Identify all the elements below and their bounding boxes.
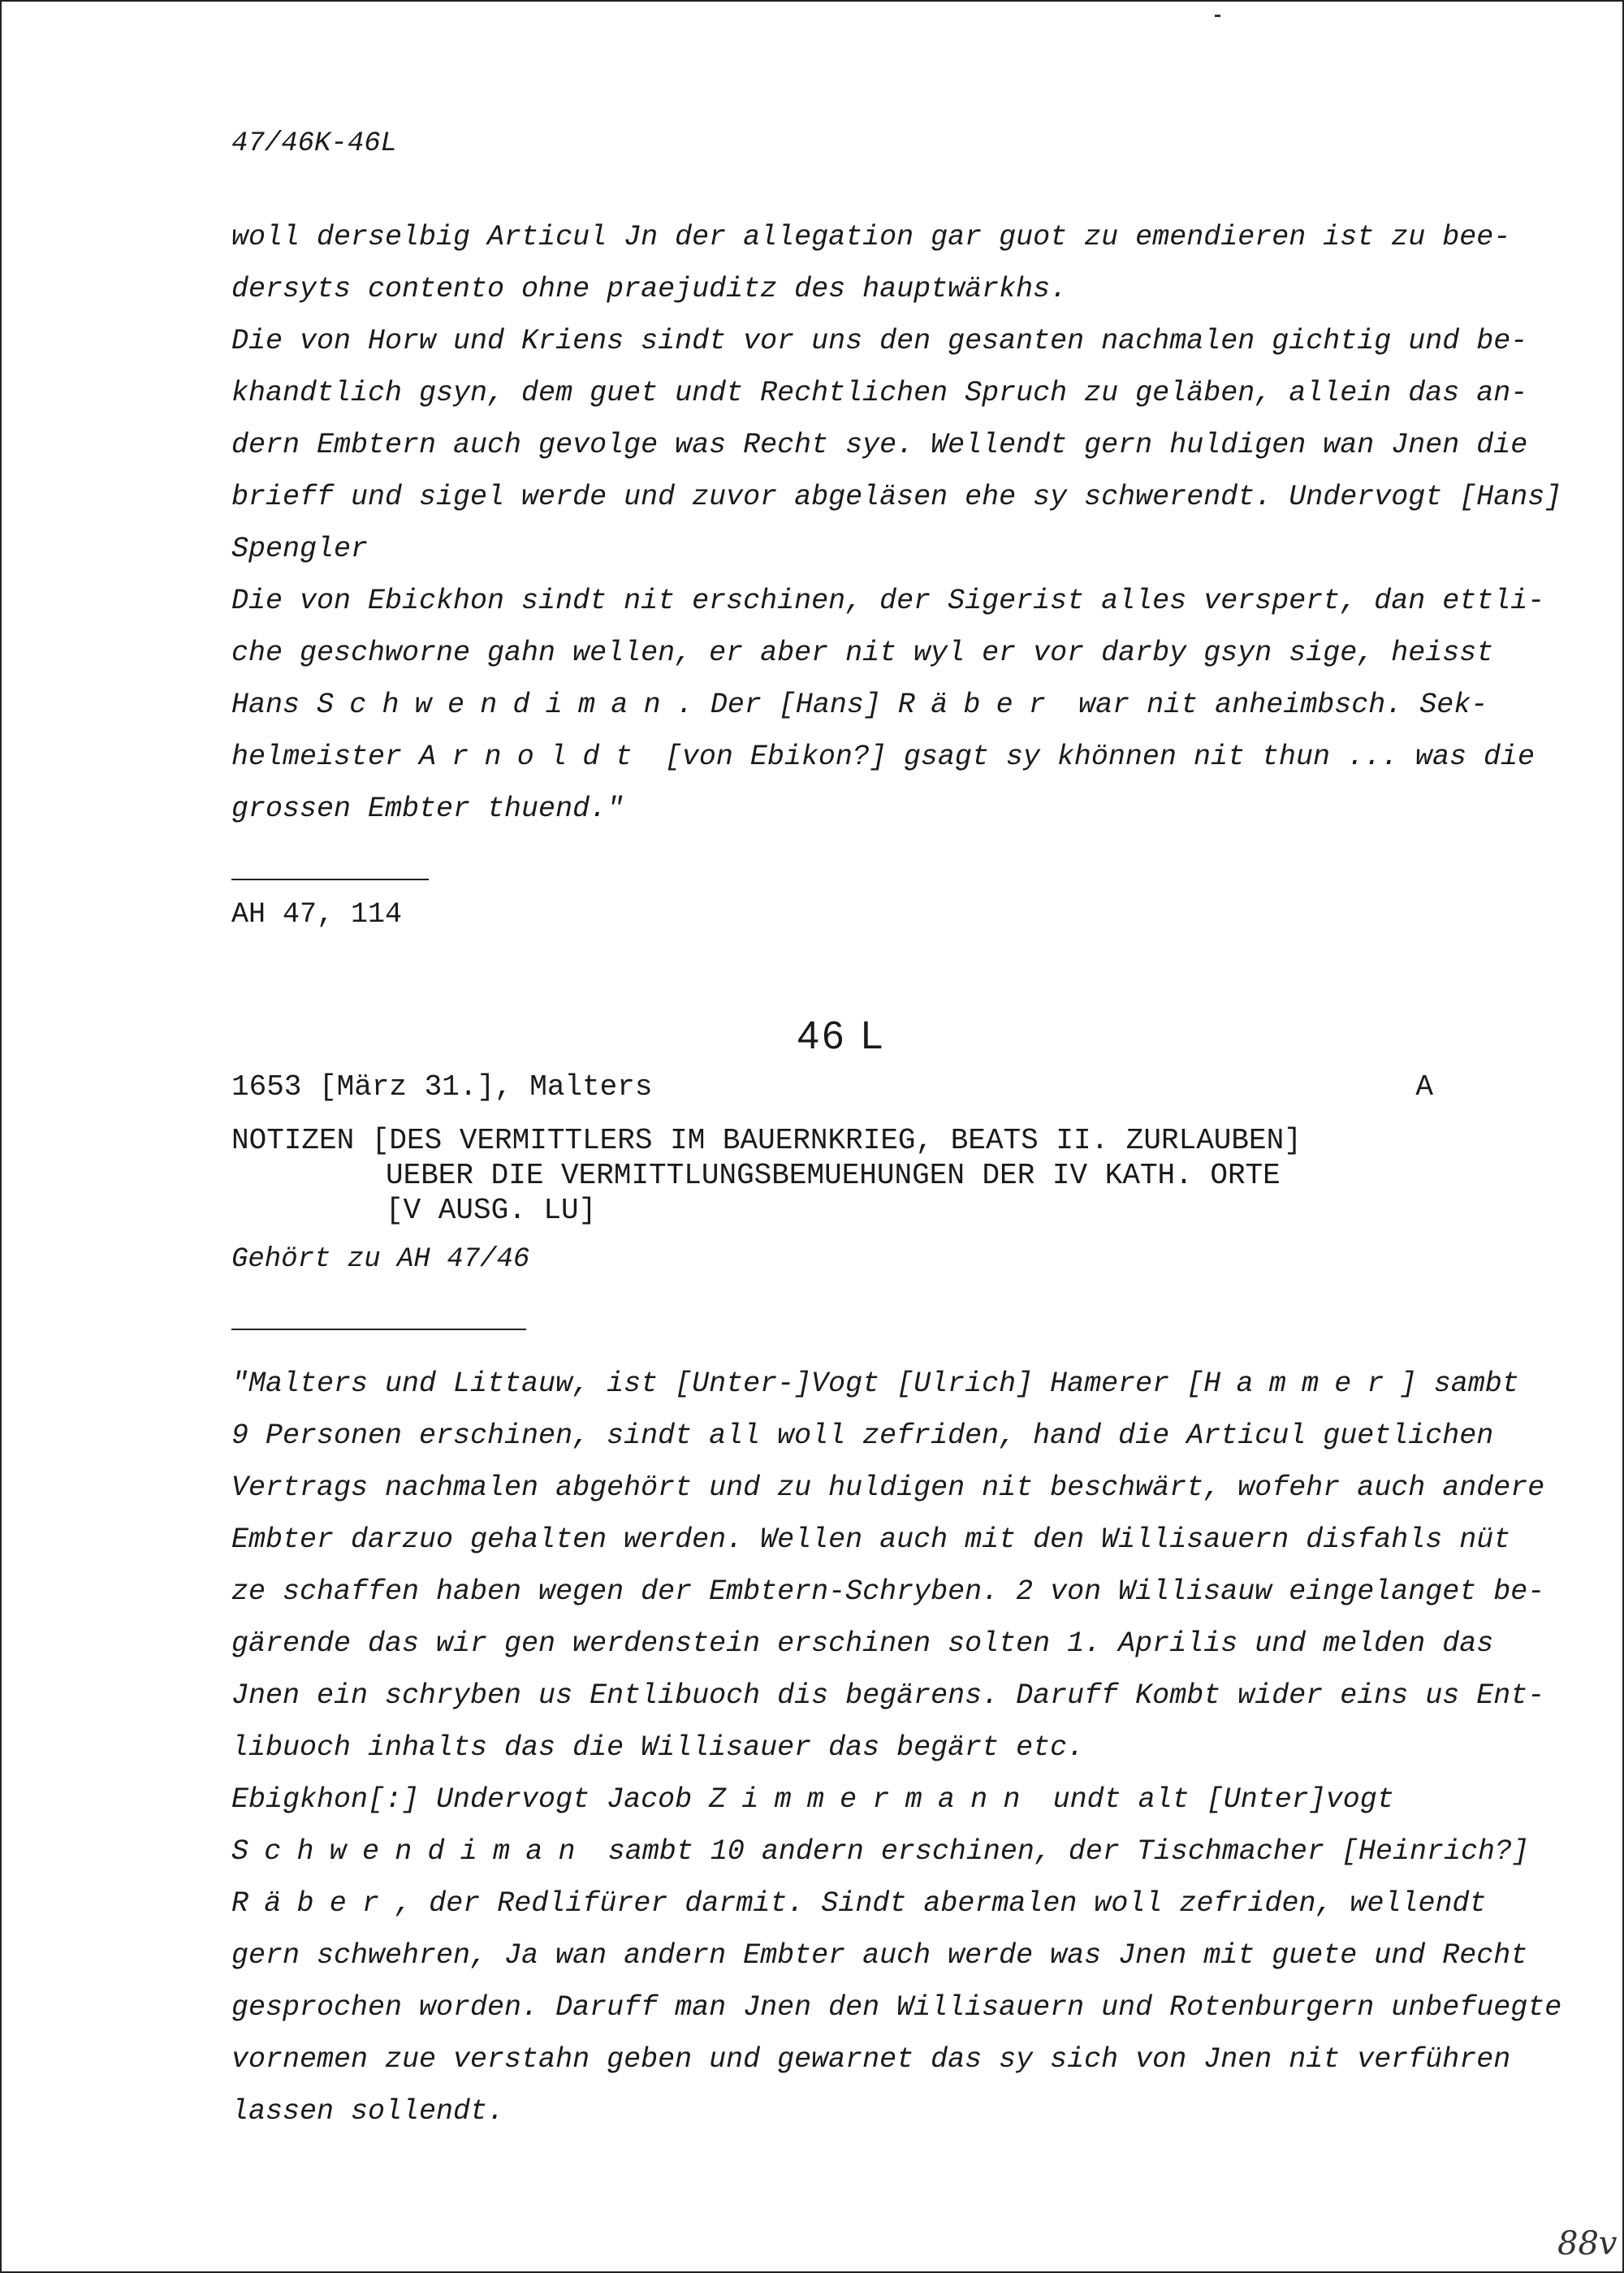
- folio-number: 88v: [1557, 2225, 1618, 2262]
- text-line: vornemen zue verstahn geben und gewarnet das sy sich von Jnen nit verführen: [231, 2043, 1511, 2076]
- text-segment: . Der [Hans]: [676, 689, 898, 721]
- text-line: libuoch inhalts das die Willisauer das begärt etc.: [231, 1731, 1085, 1764]
- document-number: 46 L: [797, 1014, 886, 1057]
- text-segment: Hans: [231, 689, 317, 721]
- text-segment: ] sambt: [1399, 1368, 1519, 1400]
- text-line: dern Embtern auch gevolge was Recht sye. Wellendt gern huldigen wan Jnen die: [231, 429, 1528, 461]
- text-line: gärende das wir gen werdenstein erschinen solten 1. Aprilis und melden das: [231, 1627, 1494, 1660]
- footnote-rule: [231, 879, 429, 880]
- text-segment: war nit anheimbsch. Sek-: [1061, 689, 1488, 721]
- text-segment: helmeister: [231, 741, 420, 773]
- previous-document-text: [231, 211, 1562, 835]
- title-line: NOTIZEN [DES VERMITTLERS IM BAUERNKRIEG, BEATS II. ZURLAUBEN]: [231, 1124, 1302, 1157]
- source-reference: AH 47, 114: [231, 898, 403, 931]
- spaced-name: Räber: [897, 689, 1062, 721]
- main-document-text: [231, 1358, 1562, 2137]
- text-line: Jnen ein schryben us Entlibuoch dis begärens. Daruff Kombt wider eins us Ent-: [231, 1679, 1545, 1712]
- spaced-name: Schwendiman: [317, 689, 676, 721]
- text-line: dersyts contento ohne praejuditz des hauptwärkhs.: [231, 273, 1068, 305]
- text-line: khandtlich gsyn, dem guet undt Rechtlichen Spruch zu geläben, allein das an-: [231, 377, 1528, 409]
- text-segment: undt alt [Unter]vogt: [1035, 1783, 1394, 1816]
- text-line: gern schwehren, Ja wan andern Embter auch werde was Jnen mit guete und Recht: [231, 1939, 1528, 1972]
- text-segment: Ebigkhon[:] Undervogt Jacob: [231, 1783, 710, 1816]
- text-line: grossen Embter thuend.": [231, 793, 624, 825]
- text-line: [231, 1774, 1522, 1826]
- text-segment: [von Ebikon?] gsagt sy khönnen nit thun ... was die: [647, 741, 1535, 773]
- text-line: [231, 1878, 1522, 1929]
- text-line: 9 Personen erschinen, sindt all woll zefriden, hand die Articul guetlichen: [231, 1420, 1494, 1452]
- text-line: brieff und sigel werde und zuvor abgeläsen ehe sy schwerendt. Undervogt [Hans]: [231, 481, 1562, 513]
- text-line: Spengler: [231, 533, 369, 565]
- text-line: [231, 1826, 1529, 1878]
- text-line: che geschworne gahn wellen, er aber nit wyl er vor darby gsyn sige, heisst: [231, 637, 1494, 669]
- text-line: [231, 1358, 1522, 1410]
- text-line: Die von Ebickhon sindt nit erschinen, der Sigerist alles verspert, dan ettli-: [231, 585, 1545, 617]
- text-segment: sambt 10 andern erschinen, der Tischmacher [Heinrich?]: [590, 1835, 1529, 1868]
- document-date-place: [231, 1070, 1433, 1104]
- text-segment: , der Redlifürer darmit. Sindt abermalen woll zefriden, wellendt: [395, 1887, 1487, 1920]
- ink-speck: [1215, 15, 1220, 17]
- title-line: [V AUSG. LU]: [386, 1194, 597, 1227]
- date-place: 1653 [März 31.], Malters: [231, 1070, 653, 1104]
- text-line: Vertrags nachmalen abgehört und zu huldigen nit beschwärt, wofehr auch andere: [231, 1471, 1545, 1504]
- text-line: gesprochen worden. Daruff man Jnen den Willisauern und Rotenburgern unbefuegte: [231, 1991, 1562, 2024]
- title-line: UEBER DIE VERMITTLUNGSBEMUEHUNGEN DER IV KATH. ORTE: [386, 1159, 1281, 1192]
- text-line: Embter darzuo gehalten werden. Wellen auch mit den Willisauern disfahls nüt: [231, 1523, 1511, 1556]
- page-reference: 47/46K-46L: [231, 128, 398, 159]
- spaced-name: Räber: [231, 1887, 395, 1920]
- document-title: [231, 1123, 1302, 1228]
- spaced-name: Hammer: [1203, 1368, 1400, 1400]
- text-segment: "Malters und Littauw, ist [Unter-]Vogt [Ulrich] Hamerer [: [231, 1368, 1204, 1400]
- text-line: lassen sollendt.: [231, 2095, 505, 2128]
- spaced-name: Zimmermann: [709, 1783, 1036, 1816]
- text-line: woll derselbig Articul Jn der allegation gar guot zu emendieren ist zu bee-: [231, 221, 1511, 253]
- spaced-name: Schwendiman: [231, 1835, 591, 1868]
- text-line: [231, 679, 1522, 731]
- section-rule: [231, 1329, 526, 1330]
- spaced-name: Arnoldt: [419, 741, 648, 773]
- text-line: ze schaffen haben wegen der Embtern-Schryben. 2 von Willisauw eingelanget be-: [231, 1575, 1545, 1608]
- belongs-to-note: Gehört zu AH 47/46: [231, 1244, 530, 1275]
- text-line: [231, 731, 1535, 783]
- source-grade: A: [1415, 1070, 1433, 1104]
- text-line: Die von Horw und Kriens sindt vor uns den gesanten nachmalen gichtig und be-: [231, 325, 1528, 357]
